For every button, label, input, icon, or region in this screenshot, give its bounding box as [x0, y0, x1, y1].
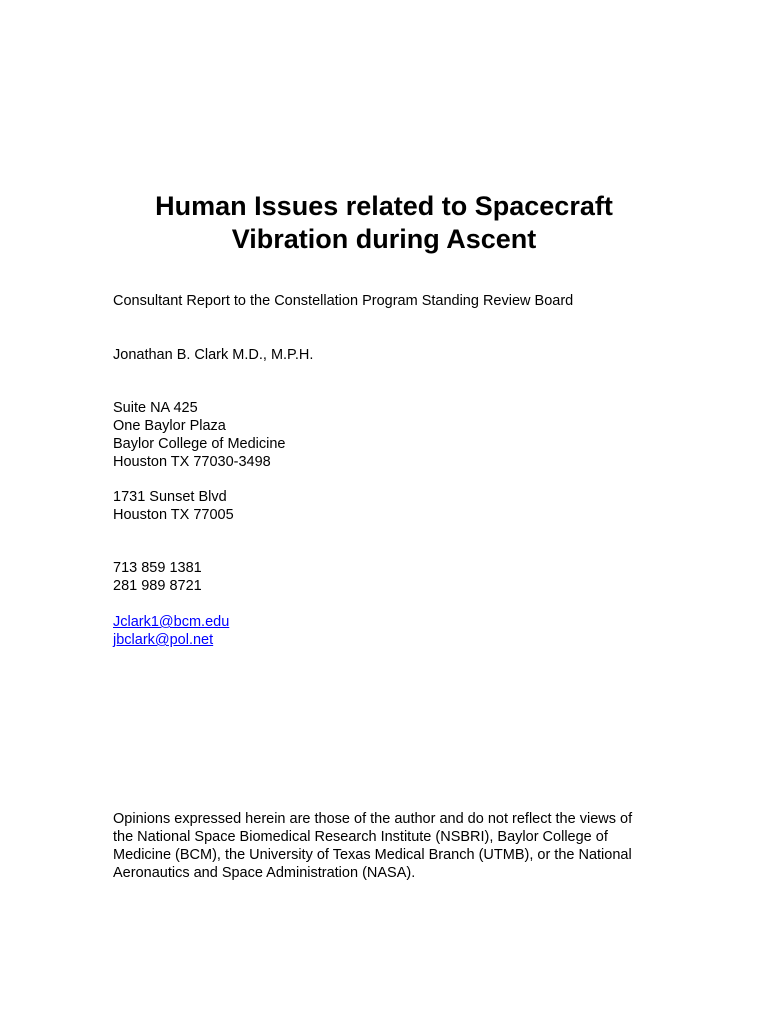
phone-number: 281 989 8721 — [113, 578, 202, 594]
work-address — [113, 399, 285, 471]
disclaimer-line: the National Space Biomedical Research Institute (NSBRI), Baylor College of — [113, 829, 608, 845]
work-address-line: One Baylor Plaza — [113, 418, 226, 434]
document-title — [0, 190, 768, 256]
subtitle-text: Consultant Report to the Constellation Program Standing Review Board — [113, 293, 574, 309]
disclaimer-line: Aeronautics and Space Administration (NASA). — [113, 865, 416, 881]
work-address-line: Houston TX 77030-3498 — [113, 454, 271, 470]
email-link-bcm[interactable]: Jclark1@bcm.edu — [113, 614, 230, 630]
home-address-line: 1731 Sunset Blvd — [113, 489, 227, 505]
author-text: Jonathan B. Clark M.D., M.P.H. — [113, 347, 314, 363]
phone-numbers — [113, 559, 202, 595]
work-address-line: Suite NA 425 — [113, 400, 198, 416]
title-line-2: Vibration during Ascent — [231, 224, 537, 254]
disclaimer-line: Opinions expressed herein are those of the author and do not reflect the views of — [113, 811, 633, 827]
email-links — [113, 613, 229, 649]
disclaimer-line: Medicine (BCM), the University of Texas Medical Branch (UTMB), or the National — [113, 847, 632, 863]
email-link-pol[interactable]: jbclark@pol.net — [113, 632, 214, 648]
disclaimer-paragraph — [113, 810, 673, 882]
report-subtitle — [113, 292, 573, 310]
title-line-1: Human Issues related to Spacecraft — [155, 191, 613, 221]
home-address — [113, 488, 234, 524]
phone-number: 713 859 1381 — [113, 560, 202, 576]
home-address-line: Houston TX 77005 — [113, 507, 234, 523]
author-name — [113, 346, 313, 364]
work-address-line: Baylor College of Medicine — [113, 436, 286, 452]
